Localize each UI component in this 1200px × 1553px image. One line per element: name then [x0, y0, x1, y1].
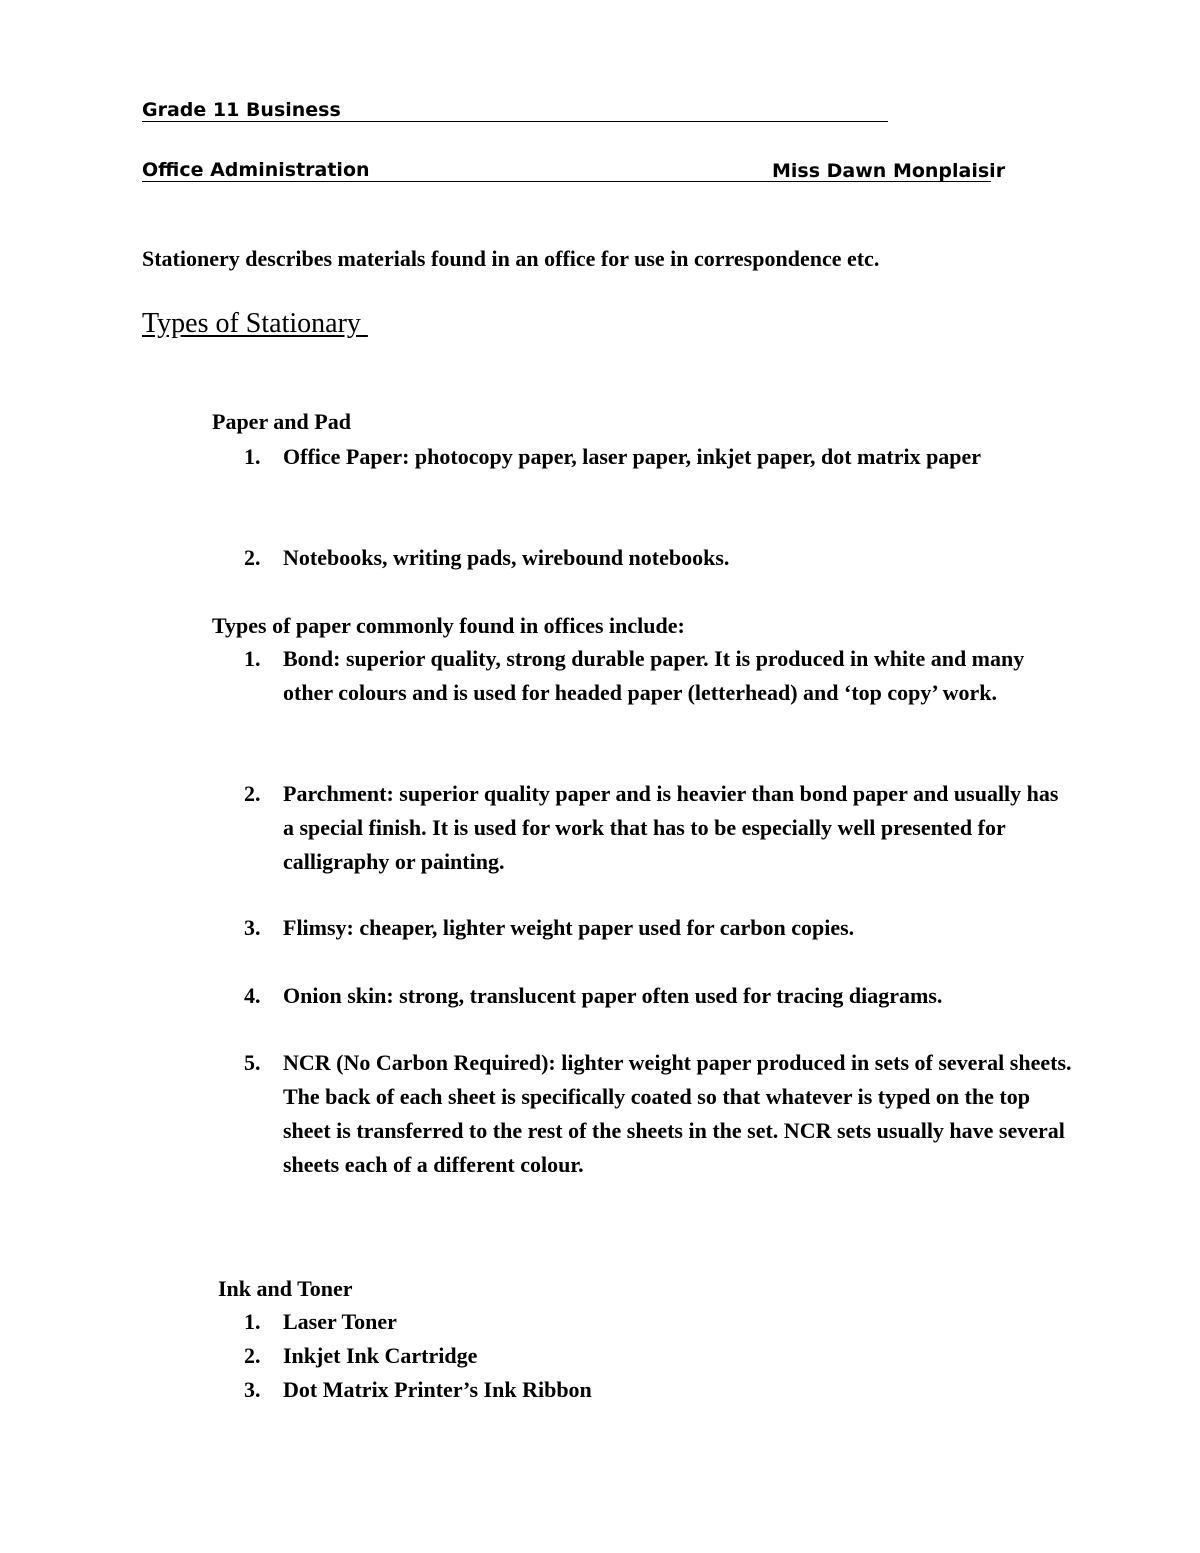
ink-toner-title: Ink and Toner — [218, 1276, 353, 1301]
list-number: 2. — [244, 1343, 261, 1368]
list-text: Dot Matrix Printer’s Ink Ribbon — [283, 1377, 592, 1402]
header-rule-2 — [142, 181, 991, 182]
header-teacher: Miss Dawn Monplaisir — [772, 160, 1006, 182]
list-number: 4. — [244, 983, 261, 1008]
list-text: Inkjet Ink Cartridge — [283, 1343, 478, 1368]
intro-text: Stationery describes materials found in an office for use in correspondence etc. — [142, 246, 880, 271]
list-item — [244, 911, 1074, 945]
list-item — [244, 642, 1074, 710]
list-number: 2. — [244, 781, 261, 806]
header-course: Grade 11 Business — [142, 99, 341, 121]
list-number: 5. — [244, 1050, 261, 1075]
list-number: 2. — [244, 545, 261, 570]
list-text: Laser Toner — [283, 1309, 397, 1334]
paper-pad-title: Paper and Pad — [212, 409, 351, 434]
list-text: Office Paper: photocopy paper, laser paper, inkjet paper, dot matrix paper — [283, 444, 982, 469]
list-number: 1. — [244, 646, 261, 671]
list-item — [244, 979, 1074, 1013]
header-rule-1 — [142, 121, 888, 122]
list-number: 3. — [244, 915, 261, 940]
list-item — [244, 777, 1074, 879]
list-number: 3. — [244, 1377, 261, 1402]
list-item — [244, 1305, 1074, 1339]
list-item — [244, 1046, 1074, 1182]
list-text: Onion skin: strong, translucent paper often used for tracing diagrams. — [283, 983, 943, 1008]
list-item — [244, 1339, 1074, 1373]
list-item — [244, 1373, 1074, 1407]
paper-types-title: Types of paper commonly found in offices include: — [212, 613, 685, 638]
list-text: Notebooks, writing pads, wirebound notebooks. — [283, 545, 730, 570]
list-text: Parchment: superior quality paper and is heavier than bond paper and usually has a special finish. It is used for work that has to be especially well presented for calligraphy or painting. — [283, 781, 1059, 874]
list-text: NCR (No Carbon Required): lighter weight paper produced in sets of several sheets. The back of each sheet is specifically coated so that whatever is typed on the top sheet is transferred to the rest of the sheets in the set. NCR sets usually have several sheets each of a different colour. — [283, 1050, 1072, 1177]
list-item — [244, 440, 1074, 474]
list-number: 1. — [244, 444, 261, 469]
list-number: 1. — [244, 1309, 261, 1334]
header-subject: Office Administration — [142, 159, 370, 181]
list-item — [244, 541, 1074, 575]
list-text: Flimsy: cheaper, lighter weight paper used for carbon copies. — [283, 915, 855, 940]
list-text: Bond: superior quality, strong durable paper. It is produced in white and many other colours and is used for headed paper (letterhead) and ‘top copy’ work. — [283, 646, 1025, 705]
section-heading: Types of Stationary — [142, 308, 368, 339]
